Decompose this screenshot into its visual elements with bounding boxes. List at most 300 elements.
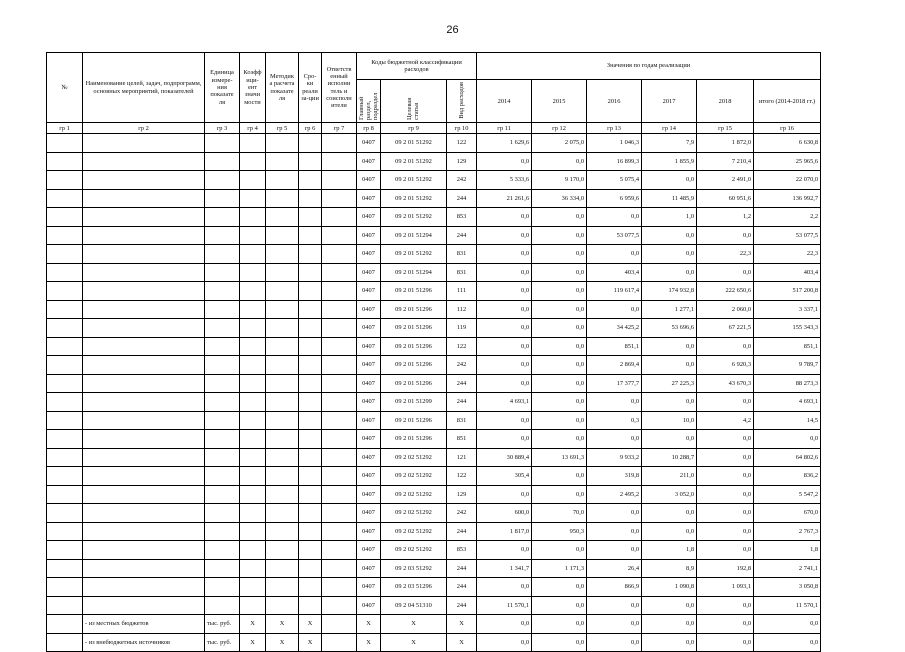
table-cell: 4 693,1 (754, 393, 821, 412)
table-cell (47, 245, 83, 264)
table-cell (83, 300, 205, 319)
table-cell (240, 337, 266, 356)
table-row (47, 467, 821, 486)
table-cell (299, 559, 322, 578)
table-cell: 2 767,3 (754, 522, 821, 541)
table-cell: 5 547,2 (754, 485, 821, 504)
table-cell: 2 075,0 (532, 134, 587, 153)
table-cell: 0,0 (587, 633, 642, 652)
table-cell: 09 2 02 51292 (381, 504, 447, 523)
table-cell: 2 495,2 (587, 485, 642, 504)
table-cell: Х (447, 615, 477, 634)
table-cell: 53 696,6 (642, 319, 697, 338)
table-cell: 0,0 (587, 393, 642, 412)
table-cell: 242 (447, 356, 477, 375)
table-cell (47, 226, 83, 245)
table-cell: 11 570,1 (477, 596, 532, 615)
table-cell: 0,0 (697, 448, 754, 467)
table-cell: 222 650,6 (697, 282, 754, 301)
table-cell (240, 245, 266, 264)
table-cell: 6 920,3 (697, 356, 754, 375)
table-cell: 0407 (357, 430, 381, 449)
table-cell: 5 333,6 (477, 171, 532, 190)
table-cell: 119 (447, 319, 477, 338)
table-cell: 1 629,6 (477, 134, 532, 153)
table-cell (47, 263, 83, 282)
table-cell: Х (299, 615, 322, 634)
header-code-type: Вид расходов (447, 80, 477, 123)
table-cell (83, 411, 205, 430)
table-cell (299, 393, 322, 412)
table-cell (299, 189, 322, 208)
table-cell: 09 2 01 51294 (381, 226, 447, 245)
table-cell: 0,0 (697, 633, 754, 652)
table-cell: 0,0 (477, 263, 532, 282)
table-cell (266, 189, 299, 208)
table-cell (47, 615, 83, 634)
table-cell: 67 221,5 (697, 319, 754, 338)
table-cell (47, 522, 83, 541)
table-cell: 3 052,0 (642, 485, 697, 504)
table-cell (322, 208, 357, 227)
table-cell: 1 341,7 (477, 559, 532, 578)
table-cell (83, 189, 205, 208)
header-code-section: Главный раздел, подраздел (357, 80, 381, 123)
table-cell (240, 208, 266, 227)
table-cell: 0407 (357, 134, 381, 153)
budget-table (46, 52, 821, 652)
table-row (47, 393, 821, 412)
table-cell: 244 (447, 596, 477, 615)
table-cell: 0,0 (477, 226, 532, 245)
table-row (47, 374, 821, 393)
table-cell (83, 541, 205, 560)
table-cell (266, 596, 299, 615)
table-cell (240, 171, 266, 190)
table-cell: 0,0 (477, 245, 532, 264)
table-cell: 0,0 (642, 393, 697, 412)
table-cell (47, 393, 83, 412)
table-cell: 22,3 (754, 245, 821, 264)
table-cell: 0,0 (477, 615, 532, 634)
table-cell (240, 430, 266, 449)
table-cell (266, 263, 299, 282)
table-cell: 0,0 (477, 300, 532, 319)
table-cell: Х (381, 615, 447, 634)
table-cell: 60 951,6 (697, 189, 754, 208)
table-cell: 09 2 01 51299 (381, 393, 447, 412)
table-cell (266, 208, 299, 227)
table-cell: 53 077,5 (587, 226, 642, 245)
table-cell (266, 578, 299, 597)
table-cell: 26,4 (587, 559, 642, 578)
table-cell: 09 2 01 51296 (381, 319, 447, 338)
table-cell: 1,8 (642, 541, 697, 560)
table-cell (205, 208, 240, 227)
table-cell (240, 134, 266, 153)
table-cell: 950,3 (532, 522, 587, 541)
table-cell: 09 2 02 51292 (381, 467, 447, 486)
table-cell (322, 189, 357, 208)
table-cell (47, 559, 83, 578)
table-cell: 1,2 (697, 208, 754, 227)
table-cell: 0,0 (532, 300, 587, 319)
header-year-2015: 2015 (532, 80, 587, 123)
table-cell: 0,0 (587, 300, 642, 319)
column-number-cell: гр 16 (754, 123, 821, 134)
table-cell: 1 277,1 (642, 300, 697, 319)
table-cell (266, 171, 299, 190)
table-cell: 0,0 (532, 485, 587, 504)
table-cell (322, 282, 357, 301)
table-cell: 0,0 (477, 578, 532, 597)
table-cell (205, 189, 240, 208)
table-cell (47, 208, 83, 227)
table-cell (266, 300, 299, 319)
table-cell (299, 152, 322, 171)
table-cell: 0407 (357, 522, 381, 541)
table-cell (299, 356, 322, 375)
table-cell (299, 522, 322, 541)
table-cell: 136 992,7 (754, 189, 821, 208)
table-cell (47, 374, 83, 393)
table-cell (240, 448, 266, 467)
table-cell: 0,0 (697, 485, 754, 504)
table-cell: 0,0 (587, 541, 642, 560)
table-cell (240, 504, 266, 523)
table-cell: 0,0 (532, 374, 587, 393)
table-row (47, 171, 821, 190)
table-cell: 403,4 (587, 263, 642, 282)
table-cell: 836,2 (754, 467, 821, 486)
table-cell: 0,0 (532, 319, 587, 338)
table-cell: 14,5 (754, 411, 821, 430)
table-cell: 36 334,0 (532, 189, 587, 208)
table-cell (83, 430, 205, 449)
table-cell (266, 448, 299, 467)
table-cell (240, 319, 266, 338)
table-cell: 7 210,4 (697, 152, 754, 171)
table-cell: Х (240, 615, 266, 634)
table-cell: 3 337,1 (754, 300, 821, 319)
column-number-cell: гр 6 (299, 123, 322, 134)
table-cell (266, 541, 299, 560)
table-cell (299, 208, 322, 227)
header-code-target: Целевая статья (381, 80, 447, 123)
table-cell (205, 559, 240, 578)
table-cell (322, 226, 357, 245)
table-cell: 119 617,4 (587, 282, 642, 301)
table-cell: 30 889,4 (477, 448, 532, 467)
table-cell: 853 (447, 208, 477, 227)
table-cell (299, 226, 322, 245)
table-cell (47, 578, 83, 597)
header-year-2014: 2014 (477, 80, 532, 123)
table-row (47, 541, 821, 560)
table-cell (266, 504, 299, 523)
header-responsible: Ответств енный исполни тель и соисполн ители (322, 53, 357, 123)
table-cell (205, 356, 240, 375)
table-cell: 09 2 01 51296 (381, 374, 447, 393)
table-cell (322, 559, 357, 578)
table-cell: 111 (447, 282, 477, 301)
table-cell: 0,0 (754, 633, 821, 652)
table-cell (299, 374, 322, 393)
table-cell (205, 467, 240, 486)
column-number-cell: гр 10 (447, 123, 477, 134)
table-cell: 1,8 (754, 541, 821, 560)
table-cell: - из внебюджетных источников (83, 633, 205, 652)
table-row (47, 337, 821, 356)
table-cell (47, 152, 83, 171)
table-cell: 0,0 (532, 152, 587, 171)
table-cell (266, 374, 299, 393)
table-cell (299, 282, 322, 301)
table-cell (205, 430, 240, 449)
table-cell (83, 393, 205, 412)
table-cell: тыс. руб. (205, 633, 240, 652)
table-cell: 0,0 (532, 208, 587, 227)
table-cell: 0,0 (477, 541, 532, 560)
table-cell (299, 448, 322, 467)
table-cell: 09 2 01 51296 (381, 337, 447, 356)
table-cell (240, 300, 266, 319)
table-cell: 11 570,1 (754, 596, 821, 615)
table-cell: 851,1 (587, 337, 642, 356)
table-cell: Х (447, 633, 477, 652)
table-cell: 2 491,0 (697, 171, 754, 190)
table-cell (240, 282, 266, 301)
table-cell: 112 (447, 300, 477, 319)
table-body (47, 134, 821, 652)
table-cell (322, 485, 357, 504)
table-cell: 0,0 (697, 522, 754, 541)
table-cell: 0407 (357, 559, 381, 578)
table-cell: 244 (447, 226, 477, 245)
table-cell: 27 225,3 (642, 374, 697, 393)
table-cell (299, 319, 322, 338)
table-cell (266, 226, 299, 245)
table-cell: 0,0 (697, 541, 754, 560)
table-cell (299, 300, 322, 319)
table-cell: 0407 (357, 541, 381, 560)
table-cell (205, 245, 240, 264)
table-cell (83, 245, 205, 264)
table-cell: 0,0 (532, 633, 587, 652)
header-method: Методик а расчета показате ля (266, 53, 299, 123)
table-cell (47, 282, 83, 301)
table-cell: 4,2 (697, 411, 754, 430)
table-cell: 0407 (357, 374, 381, 393)
table-cell (299, 578, 322, 597)
table-cell: 09 2 01 51296 (381, 430, 447, 449)
table-cell: 305,4 (477, 467, 532, 486)
table-cell: 09 2 01 51292 (381, 171, 447, 190)
table-cell: 0,0 (532, 430, 587, 449)
table-cell (322, 633, 357, 652)
table-cell: 0,0 (587, 596, 642, 615)
table-cell: Х (357, 633, 381, 652)
table-cell: 0407 (357, 300, 381, 319)
table-cell: 0,0 (477, 208, 532, 227)
table-cell (299, 263, 322, 282)
table-cell: 129 (447, 485, 477, 504)
table-cell: 121 (447, 448, 477, 467)
table-cell: Х (381, 633, 447, 652)
table-cell: 0407 (357, 282, 381, 301)
table-cell: 0407 (357, 578, 381, 597)
header-year-2017: 2017 (642, 80, 697, 123)
table-cell: 0407 (357, 263, 381, 282)
table-cell: 0,0 (642, 245, 697, 264)
table-cell: 09 2 01 51296 (381, 356, 447, 375)
table-cell: 1 046,3 (587, 134, 642, 153)
table-cell (83, 152, 205, 171)
table-cell: 831 (447, 411, 477, 430)
header-unit: Единица измере-ния показате ля (205, 53, 240, 123)
header-total: итого (2014-2018 гг.) (754, 80, 821, 123)
table-cell (240, 226, 266, 245)
table-cell: тыс. руб. (205, 615, 240, 634)
table-cell (322, 504, 357, 523)
table-row (47, 578, 821, 597)
table-cell (322, 319, 357, 338)
table-cell: 2 741,1 (754, 559, 821, 578)
table-cell: 22,3 (697, 245, 754, 264)
table-cell: 09 2 03 51296 (381, 578, 447, 597)
table-cell: 0,0 (477, 411, 532, 430)
table-cell: 2 869,4 (587, 356, 642, 375)
table-cell: 09 2 01 51292 (381, 152, 447, 171)
header-coef: Коэфф ици-ент значи мости (240, 53, 266, 123)
table-cell: 11 485,9 (642, 189, 697, 208)
table-cell: 122 (447, 467, 477, 486)
table-cell: 0,0 (697, 504, 754, 523)
table-cell (83, 208, 205, 227)
table-cell (299, 337, 322, 356)
header-term: Сро-ки реали за-ции (299, 53, 322, 123)
column-number-cell: гр 14 (642, 123, 697, 134)
header-name: Наименование целей, задач, подпрограмм, основных мероприятий, показателей (83, 53, 205, 123)
table-cell (205, 578, 240, 597)
table-cell (47, 134, 83, 153)
table-cell: 0,0 (477, 374, 532, 393)
table-cell (205, 411, 240, 430)
table-cell: 851,1 (754, 337, 821, 356)
table-cell: 244 (447, 578, 477, 597)
table-row (47, 134, 821, 153)
table-cell: 3 050,8 (754, 578, 821, 597)
table-cell: 0407 (357, 337, 381, 356)
table-cell (322, 374, 357, 393)
table-row (47, 504, 821, 523)
table-row (47, 559, 821, 578)
table-cell (205, 282, 240, 301)
table-cell (83, 522, 205, 541)
table-cell: 09 2 01 51296 (381, 411, 447, 430)
table-cell (266, 245, 299, 264)
table-cell: 244 (447, 374, 477, 393)
table-cell: 6 630,8 (754, 134, 821, 153)
column-number-cell: гр 9 (381, 123, 447, 134)
table-cell: 0,0 (697, 226, 754, 245)
table-cell: 1 872,0 (697, 134, 754, 153)
table-cell (322, 134, 357, 153)
table-cell: 9 933,2 (587, 448, 642, 467)
table-cell: - из местных бюджетов (83, 615, 205, 634)
column-number-cell: гр 8 (357, 123, 381, 134)
table-row (47, 189, 821, 208)
table-cell (240, 467, 266, 486)
table-cell (299, 596, 322, 615)
table-cell (299, 430, 322, 449)
table-cell (266, 485, 299, 504)
table-cell: 0407 (357, 596, 381, 615)
header-values-group: Значения по годам реализации (477, 53, 821, 80)
table-cell (299, 245, 322, 264)
table-cell (266, 152, 299, 171)
table-cell: 600,0 (477, 504, 532, 523)
table-cell (47, 300, 83, 319)
table-cell (322, 522, 357, 541)
table-cell (83, 319, 205, 338)
table-cell: 09 2 01 51292 (381, 134, 447, 153)
column-number-cell: гр 12 (532, 123, 587, 134)
table-cell (266, 411, 299, 430)
table-cell: 0,0 (532, 615, 587, 634)
table-cell: 0,3 (587, 411, 642, 430)
table-cell: 0,0 (697, 430, 754, 449)
table-cell (47, 319, 83, 338)
table-cell: 866,9 (587, 578, 642, 597)
table-cell (205, 504, 240, 523)
table-cell: 0407 (357, 245, 381, 264)
table-cell: 0,0 (754, 615, 821, 634)
table-cell: 9 789,7 (754, 356, 821, 375)
table-cell (83, 226, 205, 245)
table-row (47, 485, 821, 504)
table-cell (205, 263, 240, 282)
table-cell (205, 134, 240, 153)
table-cell: 0,0 (642, 356, 697, 375)
table-cell (266, 393, 299, 412)
table-cell (205, 319, 240, 338)
table-cell: 5 075,4 (587, 171, 642, 190)
table-cell: 853 (447, 541, 477, 560)
table-cell: 0,0 (697, 393, 754, 412)
table-cell: 174 932,8 (642, 282, 697, 301)
table-cell (299, 411, 322, 430)
table-cell (322, 430, 357, 449)
table-cell: 17 377,7 (587, 374, 642, 393)
table-cell (266, 319, 299, 338)
table-cell (266, 467, 299, 486)
table-row (47, 522, 821, 541)
table-cell (205, 522, 240, 541)
table-cell (240, 393, 266, 412)
table-cell (47, 596, 83, 615)
table-cell (322, 448, 357, 467)
table-cell: 64 802,6 (754, 448, 821, 467)
table-cell: 155 343,3 (754, 319, 821, 338)
header-codes-group: Коды бюджетной классификации расходов (357, 53, 477, 80)
table-cell: 0,0 (642, 504, 697, 523)
table-cell: 0,0 (477, 152, 532, 171)
column-number-cell: гр 1 (47, 123, 83, 134)
table-cell (322, 337, 357, 356)
table-cell (322, 171, 357, 190)
table-cell (83, 578, 205, 597)
